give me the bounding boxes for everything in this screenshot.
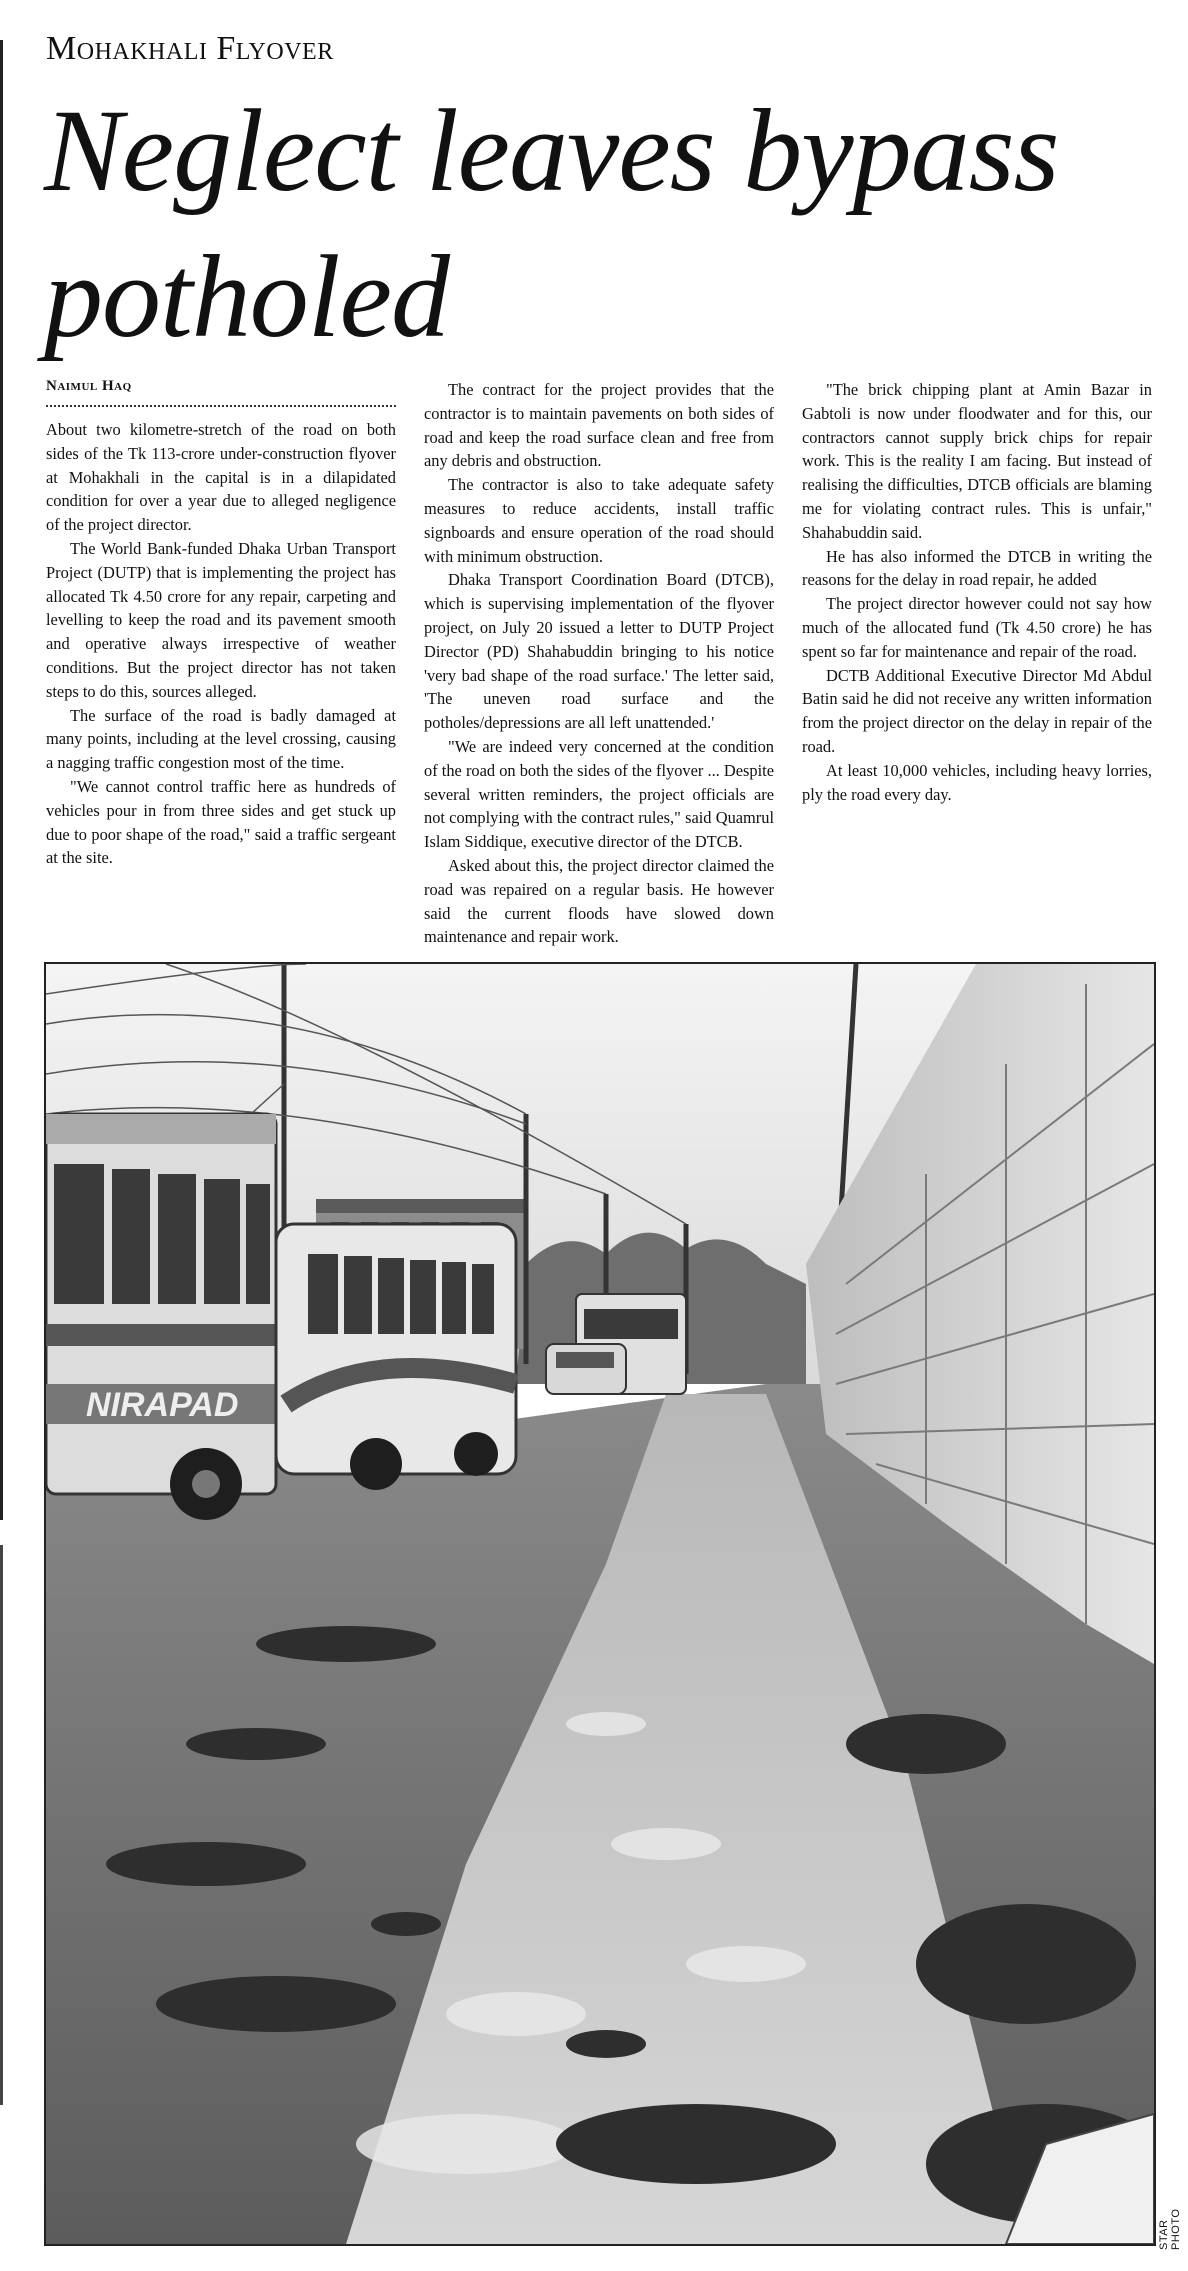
column-3 <box>802 378 1152 806</box>
column-rule <box>0 1545 3 2105</box>
paragraph: "The brick chipping plant at Amin Bazar in Gabtoli is now under floodwater and for this, our contractors cannot supply brick chips for repair work. This is the reality I am facing. But instead of realising the difficulties, DTCB officials are blaming me for violating contract rules. This is unfair," Shahabuddin said. <box>802 380 1152 542</box>
column-2 <box>424 378 774 949</box>
byline: Naimul Haq <box>46 378 132 394</box>
news-photo <box>44 962 1156 2246</box>
paragraph: "We are indeed very concerned at the condition of the road on both the sides of the flyover ... Despite several written reminders, the project officials are not complying with the contract rules," said Quamrul Islam Siddique, executive director of the DTCB. <box>424 736 774 852</box>
bus-front <box>46 1114 276 1520</box>
column-rule <box>0 40 3 1520</box>
bus-text: NIRAPAD <box>86 1386 239 1424</box>
photo-credit: STAR PHOTO <box>1158 2208 1182 2250</box>
paragraph: DCTB Additional Executive Director Md Abdul Batin said he did not receive any written information from the project director on the delay in repair of the road. <box>802 665 1152 756</box>
paragraph: The contract for the project provides that the contractor is to maintain pavements on both sides of road and keep the road surface clean and free from any debris and obstruction. <box>424 380 774 471</box>
paragraph: About two kilometre-stretch of the road on both sides of the Tk 113-crore under-construction flyover at Mohakhali in the capital is in a dilapidated condition for over a year due to alleged negligence of the project director. <box>46 420 396 535</box>
car <box>546 1344 626 1394</box>
paragraph: The project director however could not say how much of the allocated fund (Tk 4.50 crore) he has spent so far for maintenance and repair of the road. <box>802 594 1152 661</box>
paragraph: Asked about this, the project director claimed the road was repaired on a regular basis. He however said the current floods have slowed down maintenance and repair work. <box>424 855 774 947</box>
headline: Neglect leaves bypass potholed <box>44 85 1059 362</box>
paragraph: He has also informed the DTCB in writing the reasons for the delay in road repair, he added <box>802 546 1152 590</box>
column-1 <box>46 418 396 870</box>
paragraph: "We cannot control traffic here as hundreds of vehicles pour in from three sides and get stuck up due to poor shape of the road," said a traffic sergeant at the site. <box>46 776 396 868</box>
paragraph: The surface of the road is badly damaged at many points, including at the level crossing, causing a nagging traffic congestion most of the time. <box>46 705 396 773</box>
bus-second <box>276 1224 516 1490</box>
paragraph: The World Bank-funded Dhaka Urban Transport Project (DUTP) that is implementing the project has allocated Tk 4.50 crore for any repair, carpeting and levelling to keep the road and its pavement smooth and operative always irrespective of weather conditions. But the project director has not taken steps to do this, sources alleged. <box>46 538 396 701</box>
paragraph: Dhaka Transport Coordination Board (DTCB), which is supervising implementation of the flyover project, on July 20 issued a letter to DUTP Project Director (PD) Shahabuddin bringing to his notice 'very bad shape of the road surface.' The letter said, 'The uneven road surface and the potholes/depressions are all left unattended.' <box>424 570 774 733</box>
paragraph: The contractor is also to take adequate safety measures to reduce accidents, install traffic signboards and ensure operation of the road should with minimum obstruction. <box>424 475 774 566</box>
byline-divider <box>46 405 396 407</box>
paragraph: At least 10,000 vehicles, including heavy lorries, ply the road every day. <box>802 760 1152 804</box>
kicker: Mohakhali Flyover <box>46 30 334 67</box>
